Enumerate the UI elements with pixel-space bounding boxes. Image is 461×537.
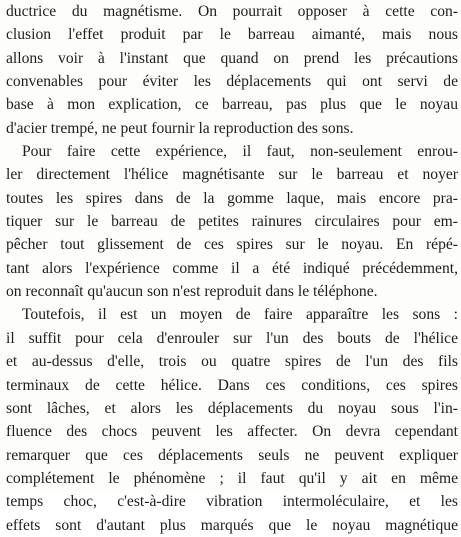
text-line: allons voir à l'instant que quand on prend les précautions: [6, 49, 458, 67]
text-line: tant alors l'expérience comme il a été indiqué précédemment,: [6, 259, 458, 277]
text-line: et au-dessus d'elle, trois ou quatre spires de l'un des fils: [6, 353, 458, 371]
text-line: d'acier trempé, ne peut fournir la reproduction des sons.: [6, 119, 354, 137]
text-line: il suffit pour cela d'enrouler sur l'un des bouts de l'hélice: [6, 329, 458, 347]
text-line: terminaux de cette hélice. Dans ces conditions, ces spires: [6, 376, 458, 394]
text-line: ductrice du magnétisme. On pourrait opposer à cette con-: [6, 3, 458, 20]
text-line: fluence des chocs peuvent les affecter. On devra cependant: [6, 423, 458, 441]
text-line: tiquer sur le barreau de petites rainures circulaires pour em-: [6, 213, 458, 231]
text-line: remarquer que ces déplacements seuls ne peuvent expliquer: [6, 446, 458, 464]
text-line: complétement le phénomène ; il faut qu'il y ait en même: [6, 469, 458, 487]
body-text: [6, 0, 458, 537]
paragraph-start-line: Toutefois, il est un moyen de faire apparaître les sons :: [22, 306, 458, 324]
text-line: temps choc, c'est-à-dire vibration intermoléculaire, et les: [6, 493, 458, 511]
text-line: effets sont d'autant plus marqués que le noyau magnétique: [6, 516, 458, 534]
text-line: base à mon explication, ce barreau, pas plus que le noyau: [6, 96, 458, 114]
text-line: on reconnaît qu'aucun son n'est reproduit dans le téléphone.: [6, 283, 378, 301]
text-line: ler directement l'hélice magnétisante sur le barreau et noyer: [6, 166, 458, 184]
text-line: convenables pour éviter les déplacements qui ont servi de: [6, 73, 458, 91]
text-line: clusion l'effet produit par le barreau aimanté, mais nous: [6, 26, 458, 44]
text-line: pêcher tout glissement de ces spires sur le noyau. En répé-: [6, 236, 458, 254]
text-line: toutes les spires dans de la gomme laque, mais encore pra-: [6, 189, 458, 207]
text-line: sont lâches, et alors les déplacements du noyau sous l'in-: [6, 399, 458, 417]
paragraph-start-line: Pour faire cette expérience, il faut, non-seulement enrou-: [22, 143, 458, 161]
